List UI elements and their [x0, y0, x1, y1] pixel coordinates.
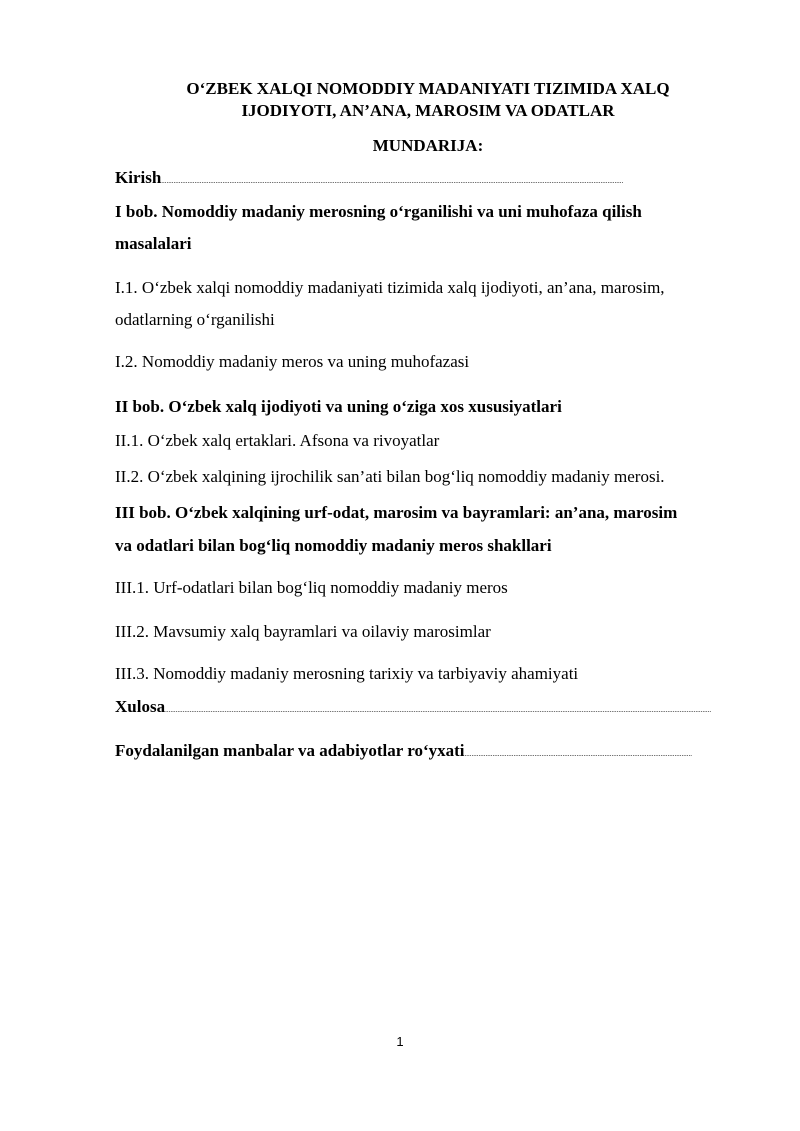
toc-entry-bob3-line1: III bob. O‘zbek xalqining urf-odat, marosim va bayramlari: an’ana, marosim — [115, 503, 678, 522]
toc-entry-bob3-line2: va odatlari bilan bog‘liq nomoddiy madaniy meros shakllari — [115, 536, 552, 555]
page-number: 1 — [396, 1034, 404, 1049]
dot-leader: ........................................................................................................................................................................................................................................................................ — [161, 177, 624, 185]
title-line-2: IJODIYOTI, AN’ANA, MAROSIM VA ODATLAR — [241, 101, 615, 120]
toc-entry-s3-3: III.3. Nomoddiy madaniy merosning tarixiy va tarbiyaviy ahamiyati — [115, 664, 579, 683]
dot-leader: ........................................................................................................................................................................................................................................................................................................................ — [165, 706, 712, 714]
toc-entry-s2-1: II.1. O‘zbek xalq ertaklari. Afsona va rivoyatlar — [115, 431, 440, 450]
toc-entry-foydalanilgan — [115, 741, 692, 761]
toc-entry-bob2: II bob. O‘zbek xalq ijodiyoti va uning o‘ziga xos xususiyatlari — [115, 397, 562, 416]
toc-entry-foydalanilgan-label: Foydalanilgan manbalar va adabiyotlar ro‘yxati — [115, 741, 465, 760]
toc-entry-xulosa-label: Xulosa — [115, 697, 166, 716]
dot-leader: .................................................................................................................................. — [464, 750, 692, 758]
toc-entry-s1-1-line2: odatlarning o‘rganilishi — [115, 310, 275, 329]
toc-entry-bob1-line2: masalalari — [115, 234, 192, 253]
toc-entry-bob1-line1: I bob. Nomoddiy madaniy merosning o‘rganilishi va uni muhofaza qilish — [115, 202, 642, 221]
toc-entry-xulosa — [115, 697, 712, 717]
title-line-1: O‘ZBEK XALQI NOMODDIY MADANIYATI TIZIMIDA XALQ — [186, 79, 670, 98]
toc-entry-s3-2: III.2. Mavsumiy xalq bayramlari va oilaviy marosimlar — [115, 622, 491, 641]
toc-entry-s1-1-line1: I.1. O‘zbek xalqi nomoddiy madaniyati tizimida xalq ijodiyoti, an’ana, marosim, — [115, 278, 665, 297]
toc-entry-s1-2: I.2. Nomoddiy madaniy meros va uning muhofazasi — [115, 352, 470, 371]
toc-entry-kirish — [115, 168, 624, 188]
toc-entry-kirish-label: Kirish — [115, 168, 162, 187]
toc-entry-s3-1: III.1. Urf-odatlari bilan bog‘liq nomoddiy madaniy meros — [115, 578, 508, 597]
toc-entry-s2-2: II.2. O‘zbek xalqining ijrochilik san’ati bilan bog‘liq nomoddiy madaniy merosi. — [115, 467, 665, 486]
toc-heading: MUNDARIJA: — [372, 136, 484, 155]
document-title — [115, 78, 741, 122]
